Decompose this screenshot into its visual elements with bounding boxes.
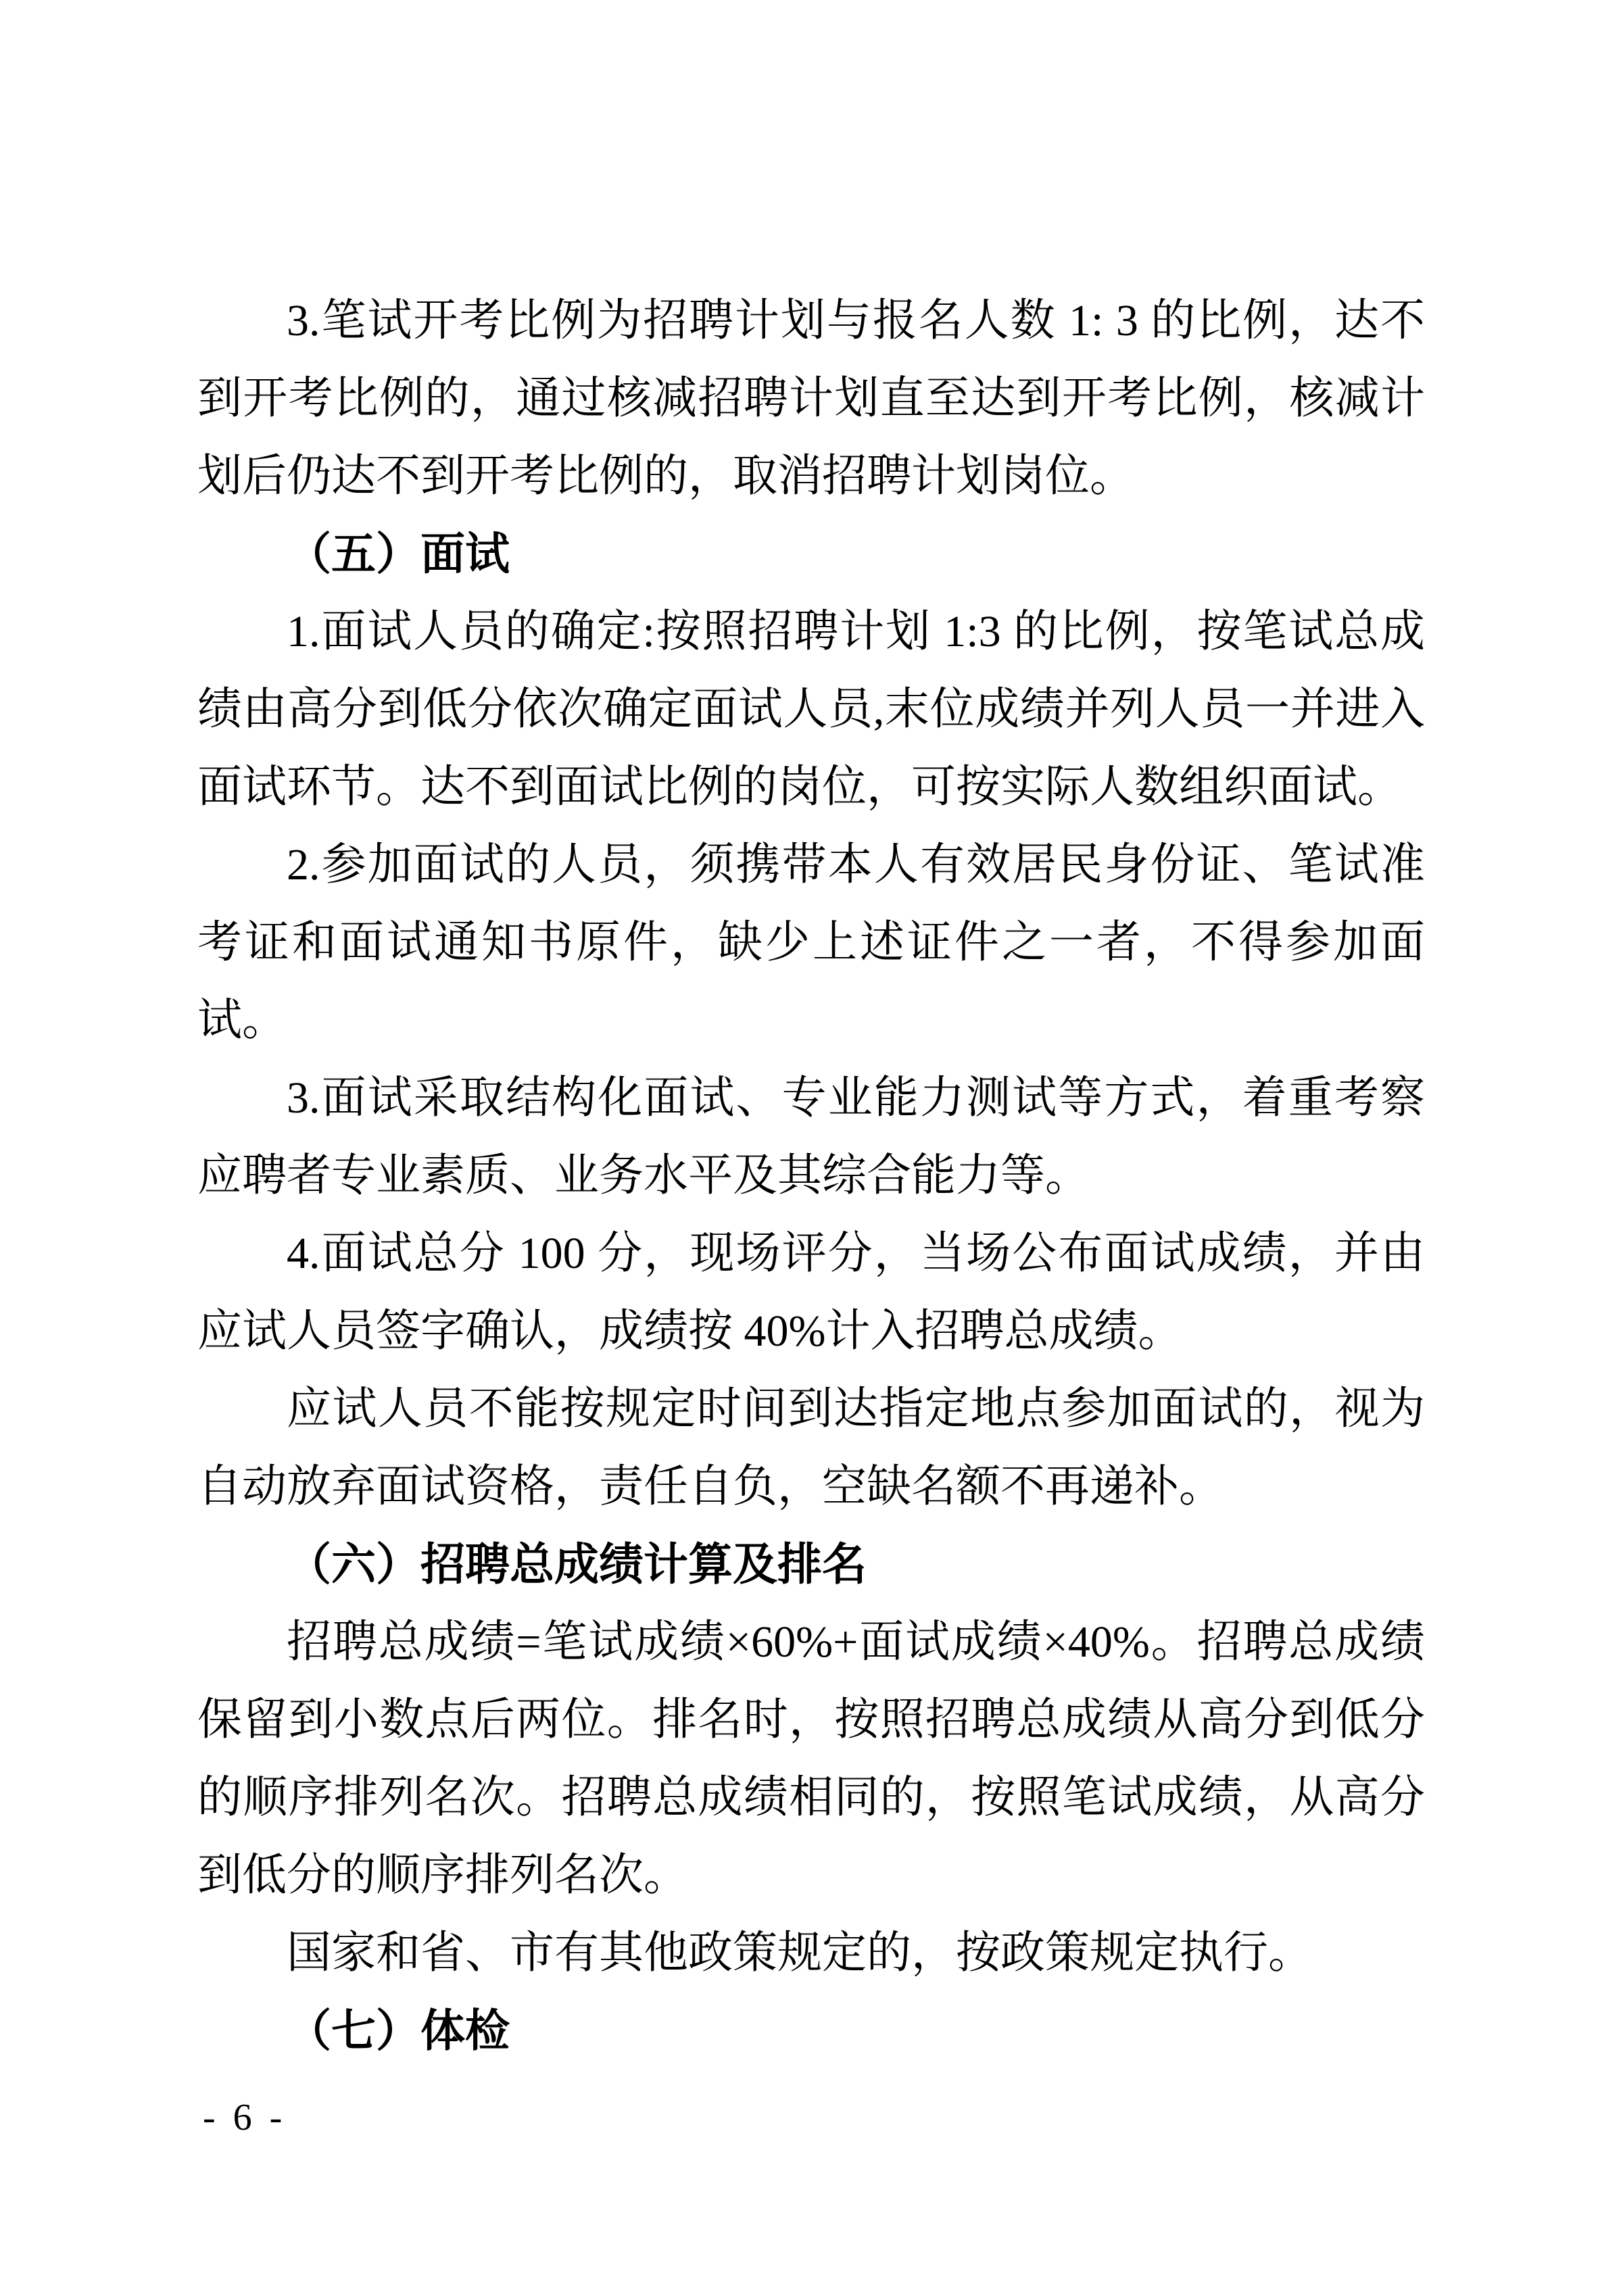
para-total-score-calculation: 招聘总成绩=笔试成绩×60%+面试成绩×40%。招聘总成绩保留到小数点后两位。排名时，按照招聘总成绩从高分到低分的顺序排列名次。招聘总成绩相同的，按照笔试成绩，从高分到低分的顺序排列名次。 xyxy=(197,1617,1425,1900)
para-interview-candidate-determination: 1.面试人员的确定:按照招聘计划 1:3 的比例，按笔试总成绩由高分到低分依次确定面试人员,末位成绩并列人员一并进入面试环节。达不到面试比例的岗位，可按实际人数组织面试。 xyxy=(197,607,1425,812)
para-other-policies: 国家和省、市有其他政策规定的，按政策规定执行。 xyxy=(287,1928,1313,1978)
heading-section-6-total-score-ranking: （六）招聘总成绩计算及排名 xyxy=(287,1539,867,1589)
para-interview-scoring: 4.面试总分 100 分，现场评分，当场公布面试成绩，并由应试人员签字确认，成绩按 40%计入招聘总成绩。 xyxy=(197,1229,1425,1356)
page-number: - 6 - xyxy=(203,2097,287,2139)
document-body xyxy=(197,282,1425,2070)
para-written-test-open-ratio: 3.笔试开考比例为招聘计划与报名人数 1: 3 的比例，达不到开考比例的，通过核减招聘计划直至达到开考比例，核减计划后仍达不到开考比例的，取消招聘计划岗位。 xyxy=(197,296,1425,501)
heading-section-5-interview: （五）面试 xyxy=(287,529,510,579)
heading-section-7-physical-exam: （七）体检 xyxy=(287,2005,510,2055)
para-interview-no-show: 应试人员不能按规定时间到达指定地点参加面试的，视为自动放弃面试资格，责任自负，空缺名额不再递补。 xyxy=(197,1384,1425,1511)
para-interview-required-documents: 2.参加面试的人员，须携带本人有效居民身份证、笔试准考证和面试通知书原件，缺少上述证件之一者，不得参加面试。 xyxy=(197,840,1425,1045)
para-interview-format: 3.面试采取结构化面试、专业能力测试等方式，着重考察应聘者专业素质、业务水平及其综合能力等。 xyxy=(197,1073,1425,1200)
